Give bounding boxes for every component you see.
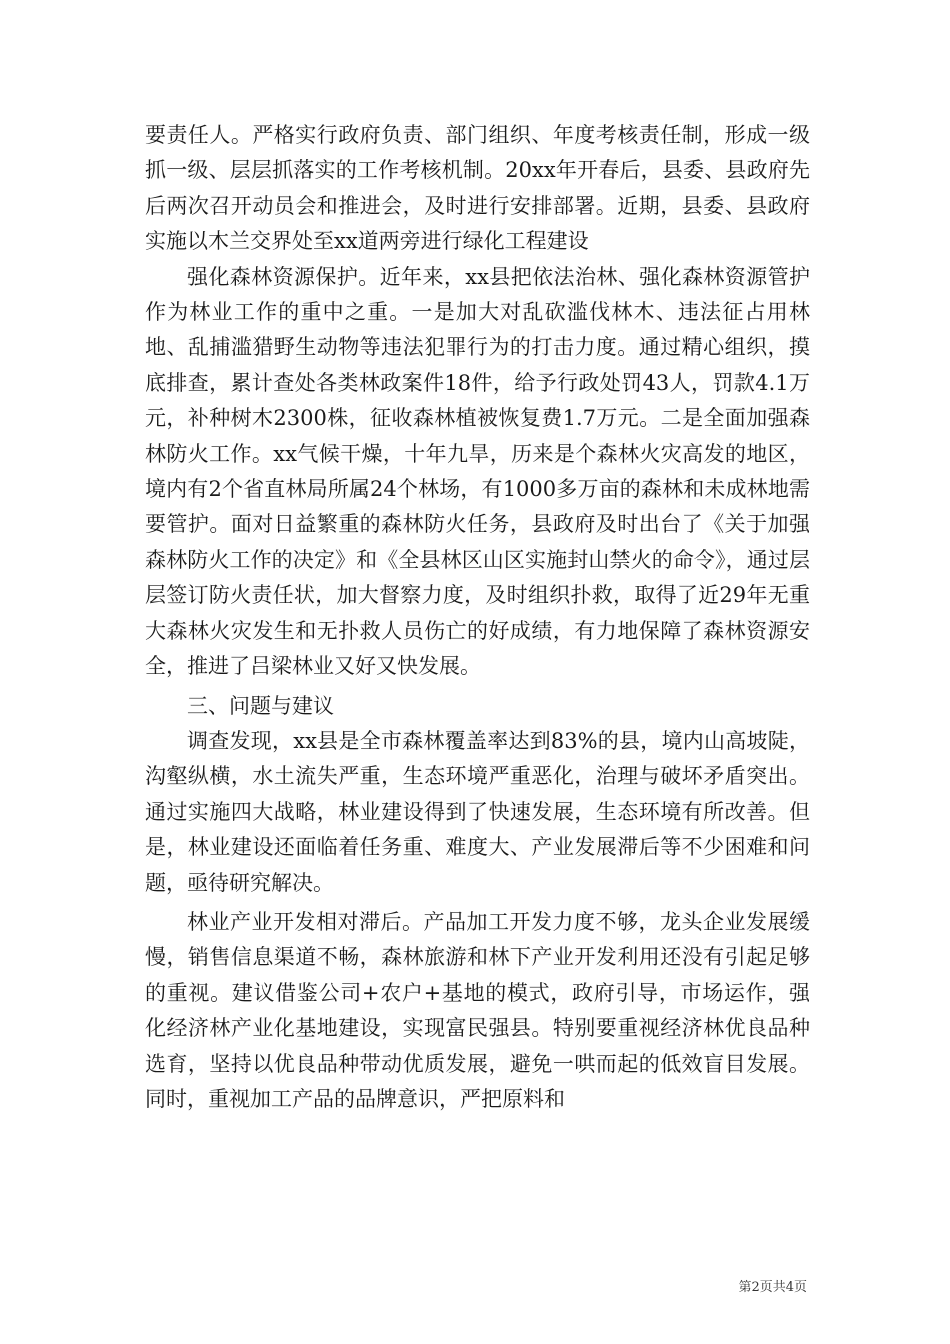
page-number: 第2页共4页 [738,1280,807,1295]
paragraph-industry-development: 林业产业开发相对滞后。产品加工开发力度不够，龙头企业发展缓慢，销售信息渠道不畅，森林旅游和林下产业开发利用还没有引起足够的重视。建议借鉴公司+农户+基地的模式，政府引导，市场运作，强化经济林产业化基地建设，实现富民强县。特别要重视经济林优良品种选育，坚持以优良品种带动优质发展，避免一哄而起的低效盲目发展。同时，重视加工产品的品牌意识，严把原料和 [145,909,810,1111]
paragraph-continuation: 要责任人。严格实行政府负责、部门组织、年度考核责任制，形成一级抓一级、层层抓落实的工作考核机制。20xx年开春后，县委、县政府先后两次召开动员会和推进会，及时进行安排部署。近期，县委、县政府实施以木兰交界处至xx道两旁进行绿化工程建设 [145,123,810,254]
document-body [145,118,810,1117]
paragraph-forest-protection: 强化森林资源保护。近年来，xx县把依法治林、强化森林资源管护作为林业工作的重中之重。一是加大对乱砍滥伐林木、违法征占用林地、乱捕滥猎野生动物等违法犯罪行为的打击力度。通过精心组织，摸底排查，累计查处各类林政案件18件，给予行政处罚43人，罚款4.1万元，补种树木2300株，征收森林植被恢复费1.7万元。二是全面加强森林防火工作。xx气候干燥，十年九旱，历来是个森林火灾高发的地区，境内有2个省直林局所属24个林场，有1000多万亩的森林和未成林地需要管护。面对日益繁重的森林防火任务，县政府及时出台了《关于加强森林防火工作的决定》和《全县林区山区实施封山禁火的命令》，通过层层签订防火责任状，加大督察力度，及时组织扑救，取得了近29年无重大森林火灾发生和无扑救人员伤亡的好成绩，有力地保障了森林资源安全，推进了吕梁林业又好又快发展。 [145,264,810,679]
paragraph-survey-findings: 调查发现，xx县是全市森林覆盖率达到83%的县，境内山高坡陡，沟壑纵横，水土流失严重，生态环境严重恶化，治理与破坏矛盾突出。通过实施四大战略，林业建设得到了快速发展，生态环境有所改善。但是，林业建设还面临着任务重、难度大、产业发展滞后等不少困难和问题，亟待研究解决。 [145,728,810,895]
section-heading-problems: 三、问题与建议 [187,693,334,718]
